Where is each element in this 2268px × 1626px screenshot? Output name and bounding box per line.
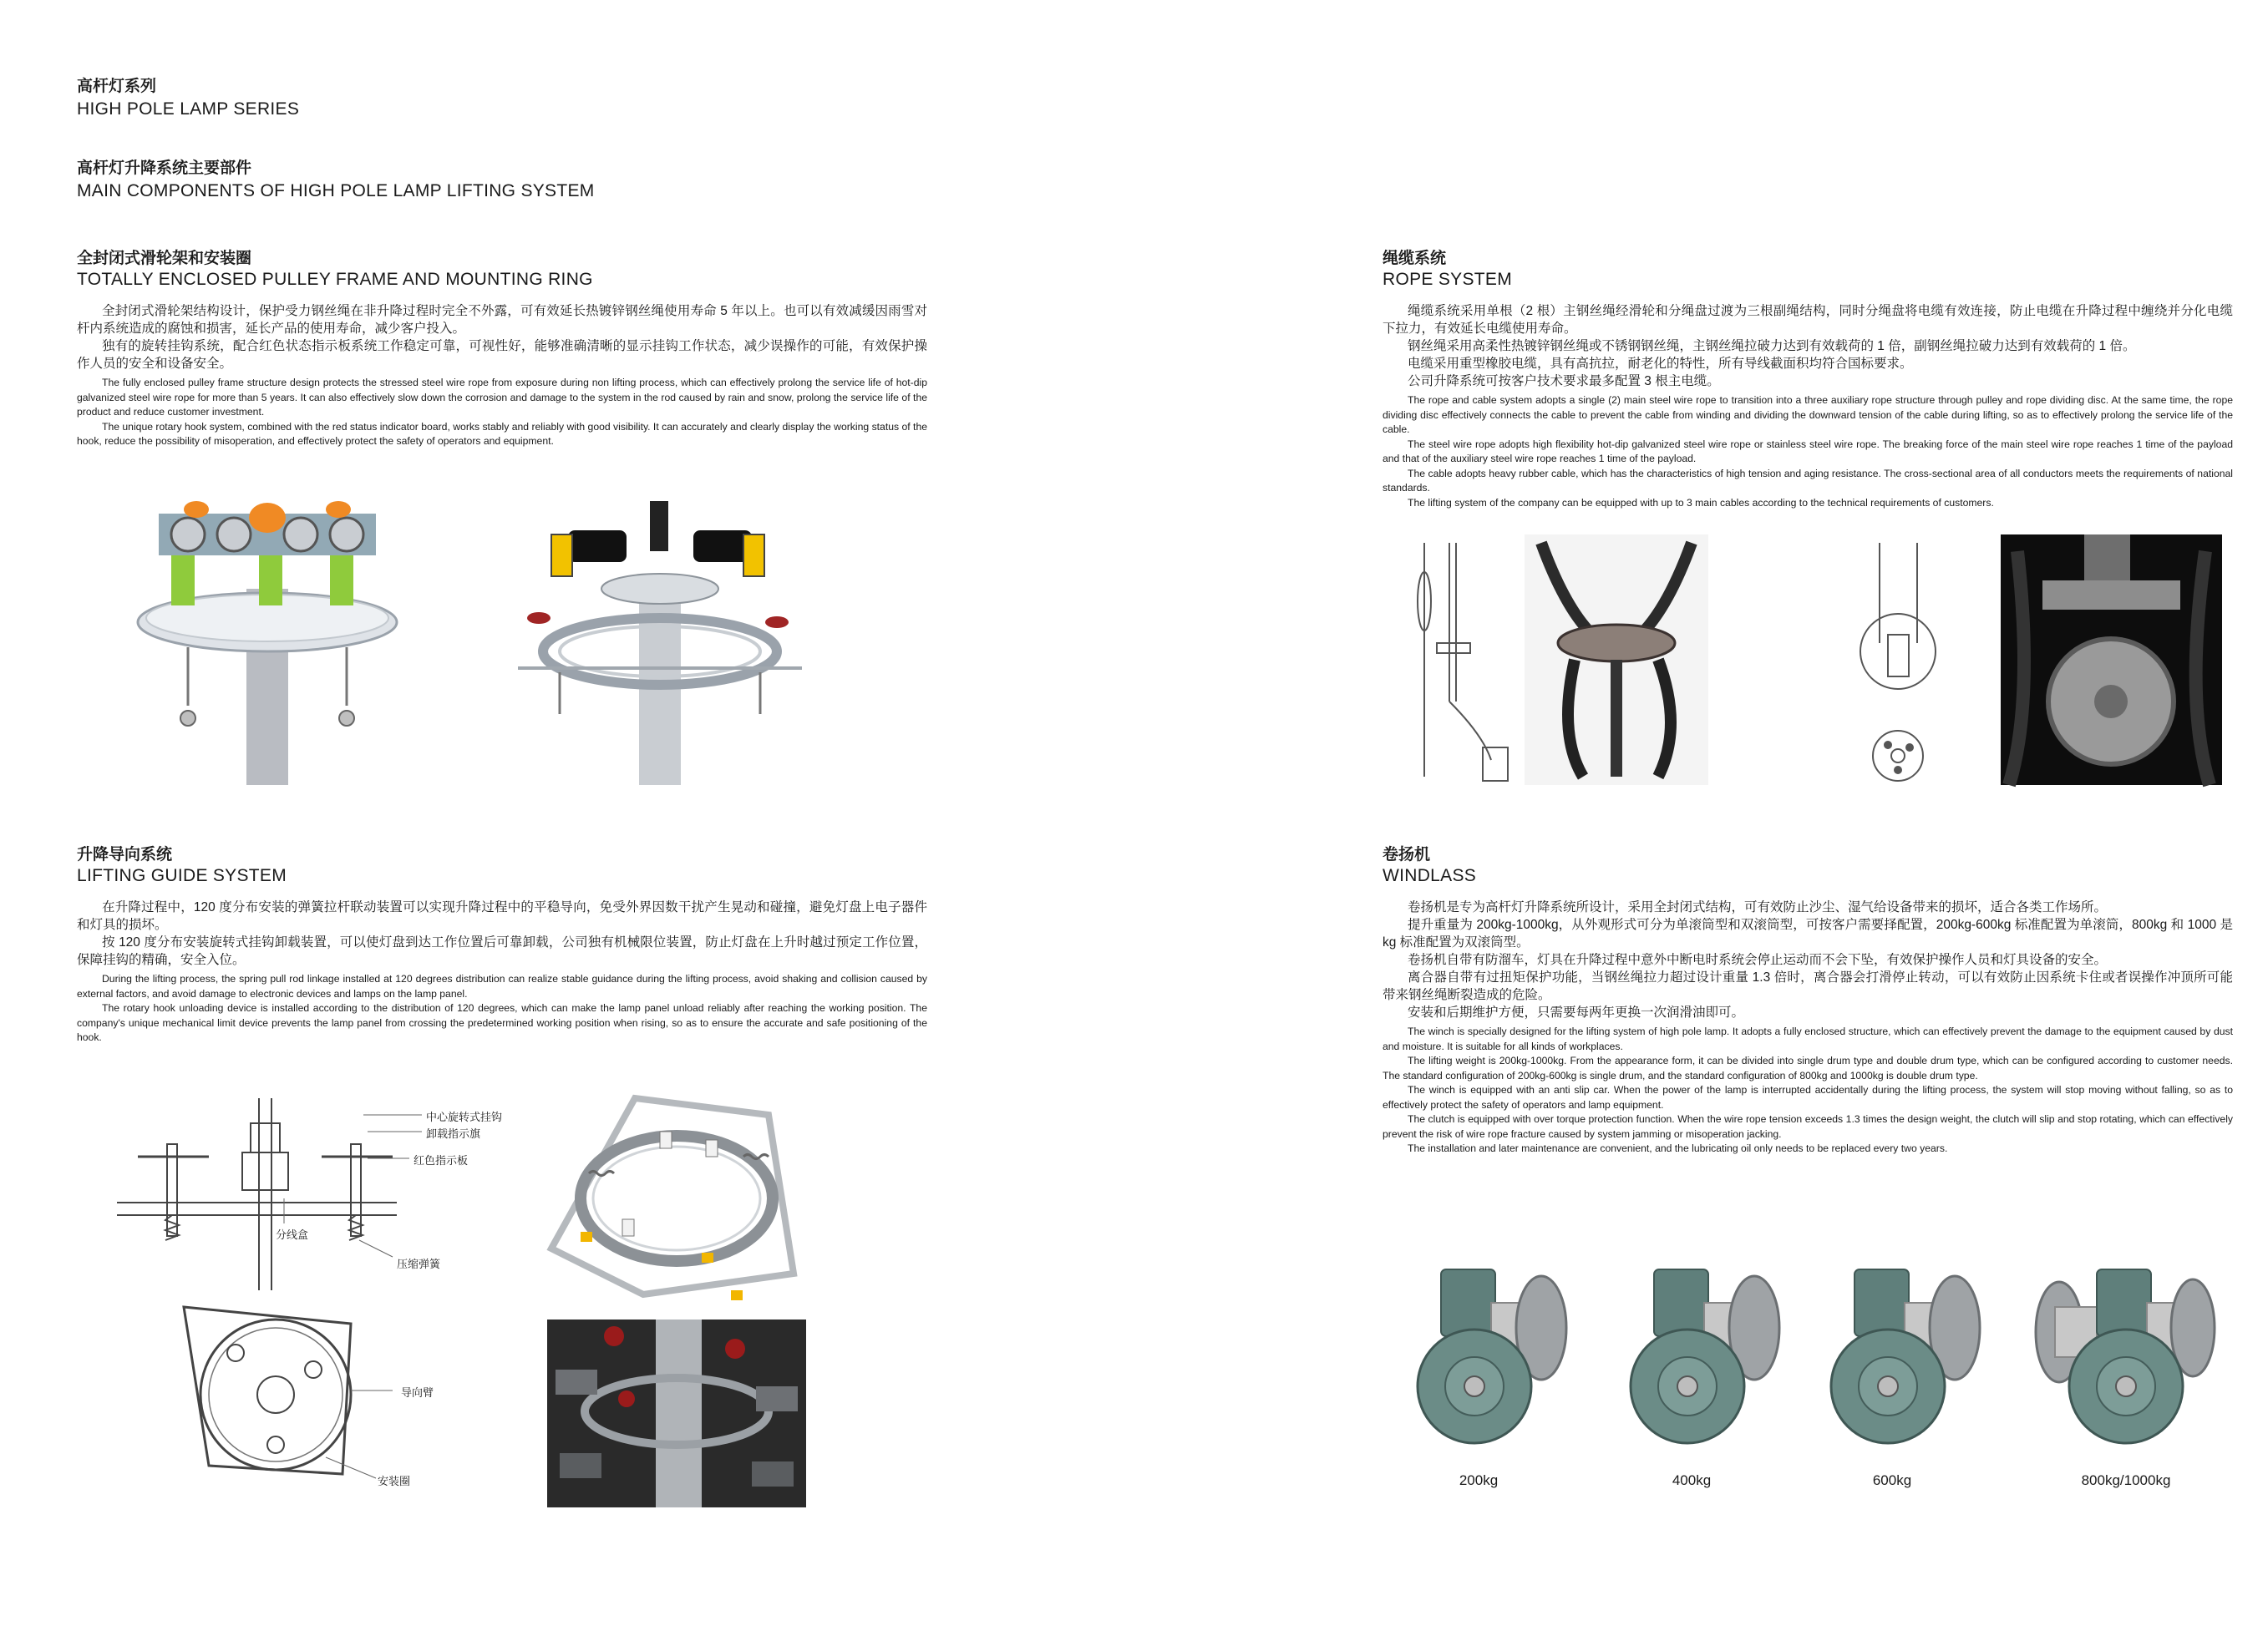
main-title-cn: 高杆灯升降系统主要部件 [77,160,252,177]
pulley-frame-image [125,497,409,785]
label-mount-ring: 安装圈 [378,1475,411,1487]
label-spring: 压缩弹簧 [397,1258,441,1270]
paragraph: 电缆采用重型橡胶电缆，具有高抗拉，耐老化的特性，所有导线截面积均符合国标要求。 [1408,357,1913,371]
pulley-body-cn [77,302,927,372]
paragraph: The rotary hook unloading device is installed according to the distribution of 120 degrees, which can make the lamp panel unload reliably after reaching the working position. The company's unique mechanical limit device prevents the lamp panel from crossing the predetermined working position when rising, so as to ensure the accurate and safe positioning of the hook. [77,1002,927,1043]
guide-section [77,845,927,1046]
paragraph: The clutch is equipped with over torque protection function. When the wire rope tension exceeds 1.3 times the design weight, the clutch will slip and stop rotating, which can effectively prevent the risk of wire rope fracture caused by system jamming or misoperation jacking. [1383,1113,2233,1140]
rope-pulley-photo [2001,534,2222,785]
paragraph: The steel wire rope adopts high flexibility hot-dip galvanized steel wire rope or stainless steel wire rope. The breaking force of the main steel wire rope reaches 1 time of the payload and that of the auxiliary steel wire rope reaches 1 time of the payload. [1383,438,2233,464]
windlass-body-en [1383,1025,2233,1157]
series-title-cn: 高杆灯系列 [77,78,157,95]
rope-title-en: ROPE SYSTEM [1383,270,1512,289]
paragraph: 独有的旋转挂钩系统，配合红色状态指示板系统工作稳定可靠，可视性好，能够准确清晰的显示挂钩工作状态，减少误操作的可能，有效保护操作人员的安全和设备安全。 [77,339,927,371]
guide-title-en: LIFTING GUIDE SYSTEM [77,866,287,885]
paragraph: The installation and later maintenance are convenient, and the lubricating oil only needs to be replaced every two years. [1408,1142,1948,1154]
paragraph: The cable adopts heavy rubber cable, which has the characteristics of high tension and aging resistance. The cross-sectional area of all conductors meets the requirements of national standards. [1383,467,2233,494]
paragraph: The rope and cable system adopts a single (2) main steel wire rope to transition into a three auxiliary rope structure through pulley and rope dividing disc. At the same time, the rope dividing disc effectively connects the cable to prevent the cable from winding and dividing the downward tension of the cable during lifting, so as to effectively prolong the service life of the cable. [1383,394,2233,435]
windlass-title-en: WINDLASS [1383,866,1477,885]
rope-pulley-drawing-image [1854,534,1946,785]
rope-body-cn [1383,302,2233,390]
label-unload-flag: 卸载指示旗 [426,1127,481,1140]
paragraph: During the lifting process, the spring pull rod linkage installed at 120 degrees distribution can realize stable guidance during the lifting process, avoid shaking and collision caused by external factors, and avoid damage to electronic devices and lamps on the lamp panel. [77,973,927,1000]
label-junction-box: 分线盒 [276,1228,309,1241]
pulley-title-cn: 全封闭式滑轮架和安装圈 [77,250,252,267]
paragraph: 安装和后期维护方便，只需要每两年更换一次润滑油即可。 [1408,1005,1745,1020]
paragraph: 公司升降系统可按客户技术要求最多配置 3 根主电缆。 [1408,374,1720,388]
guide-side-diagram [117,1098,535,1290]
label-guide-arm: 导向臂 [401,1386,434,1399]
mounting-ring-image [518,497,802,785]
winch-600kg-photo [1825,1261,1992,1457]
guide-title-cn: 升降导向系统 [77,846,173,864]
winch-caption: 600kg [1872,1472,1912,1488]
series-title-en: HIGH POLE LAMP SERIES [77,99,300,119]
paragraph: 全封闭式滑轮架结构设计，保护受力钢丝绳在非升降过程时完全不外露，可有效延长热镀锌钢丝绳使用寿命 5 年以上。也可以有效减缓因雨雪对杆内系统造成的腐蚀和损害，延长产品的使用寿命，减少客户投入。 [77,304,927,336]
paragraph: The fully enclosed pulley frame structure design protects the stressed steel wire rope from exposure during non lifting process, which can effectively prolong the service life of hot-dip galvanized steel wire rope for more than 5 years. It can also effectively slow down the corrosion and damage to the system in the rod caused by rain and snow, prolong the service life of the product and reduce customer investment. [77,377,927,418]
paragraph: 提升重量为 200kg-1000kg，从外观形式可分为单滚筒型和双滚筒型，可按客户需要择配置，200kg-600kg 标准配置为单滚筒，800kg 和 1000 是 kg 标准配置为双滚筒型。 [1383,918,2233,950]
guide-top-diagram [159,1290,510,1507]
paragraph: 按 120 度分布安装旋转式挂钩卸载装置，可以使灯盘到达工作位置后可靠卸载，公司独有机械限位装置，防止灯盘在上升时越过预定工作位置，保障挂钩的精确，安全入位。 [77,935,927,967]
windlass-body-cn [1383,899,2233,1021]
paragraph: The winch is specially designed for the lifting system of high pole lamp. It adopts a fully enclosed structure, which can effectively prevent the damage to the equipment caused by dust and moisture. It is suitable for all kinds of workplaces. [1383,1026,2233,1052]
paragraph: The lifting system of the company can be equipped with up to 3 main cables according to the technical requirements of customers. [1408,496,1994,509]
guide-top-diagram-drawing [159,1290,510,1507]
lamp-panel-photo [547,1320,806,1507]
paragraph: 在升降过程中，120 度分布安装的弹簧拉杆联动装置可以实现升降过程中的平稳导向，免受外界因数干扰产生晃动和碰撞，避免灯盘上电子器件和灯具的损坏。 [77,900,927,932]
winch-400kg-photo [1625,1261,1792,1457]
guide-ring-photo [543,1081,802,1303]
rope-body-en [1383,393,2233,510]
paragraph: 卷扬机自带有防溜车，灯具在升降过程中意外中断电时系统会停止运动而不会下坠，有效保护操作人员和灯具设备的安全。 [1408,953,2108,967]
paragraph: 钢丝绳采用高柔性热镀锌钢丝绳或不锈钢钢丝绳，主钢丝绳拉破力达到有效载荷的 1 倍，副钢丝绳拉破力达到有效载荷的 1 倍。 [1408,339,2136,353]
winch-800kg-1000kg-photo [2034,1261,2218,1457]
rope-title-cn: 绳缆系统 [1383,250,1447,267]
guide-body-cn [77,899,927,969]
label-red-board: 红色指示板 [414,1154,469,1167]
winch-caption: 200kg [1459,1472,1499,1488]
paragraph: 绳缆系统采用单根（2 根）主钢丝绳经滑轮和分绳盘过渡为三根副绳结构，同时分绳盘将电缆有效连接，防止电缆在升降过程中缠绕并分化电缆下拉力，有效延长电缆使用寿命。 [1383,304,2233,336]
paragraph: 卷扬机是专为高杆灯升降系统所设计，采用全封闭式结构，可有效防止沙尘、湿气给设备带来的损坏，适合各类工作场所。 [1408,900,2108,914]
paragraph: The lifting weight is 200kg-1000kg. From the appearance form, it can be divided into single drum type and double drum type, which can be configured according to customer needs. The standard configuration of 200kg-600kg is single drum, and the standard configuration of 800kg and 1000kg is double drum type. [1383,1055,2233,1081]
main-title-en: MAIN COMPONENTS OF HIGH POLE LAMP LIFTING SYSTEM [77,181,595,200]
rope-divider-photo [1525,534,1708,785]
winch-caption: 400kg [1672,1472,1712,1488]
paragraph: 离合器自带有过扭矩保护功能，当钢丝绳拉力超过设计重量 1.3 倍时，离合器会打滑停止转动，可以有效防止因系统卡住或者误操作冲顶所可能带来钢丝绳断裂造成的危险。 [1383,970,2233,1002]
rope-section [1383,249,2233,510]
winch-200kg-photo [1412,1261,1579,1457]
guide-body-en [77,972,927,1046]
paragraph: The unique rotary hook system, combined with the red status indicator board, works stably and reliably with good visibility. It can accurately and clearly display the working status of the hook, reduce the possibility of misoperation, and effectively protect the safety of operators and equipment. [77,420,927,447]
winch-caption: 800kg/1000kg [2081,1472,2171,1488]
pulley-title-en: TOTALLY ENCLOSED PULLEY FRAME AND MOUNTING RING [77,270,593,289]
paragraph: The winch is equipped with an anti slip car. When the power of the lamp is interrupted accidentally during the lifting process, the system will stop moving without falling, so as to effectively protect the safety of operators and lamp equipment. [1383,1084,2233,1111]
pulley-body-en [77,376,927,449]
pulley-section [77,249,927,449]
label-center-hook: 中心旋转式挂钩 [426,1111,503,1123]
windlass-title-cn: 卷扬机 [1383,846,1431,864]
windlass-section [1383,845,2233,1157]
rope-line-drawing-image [1391,534,1516,785]
